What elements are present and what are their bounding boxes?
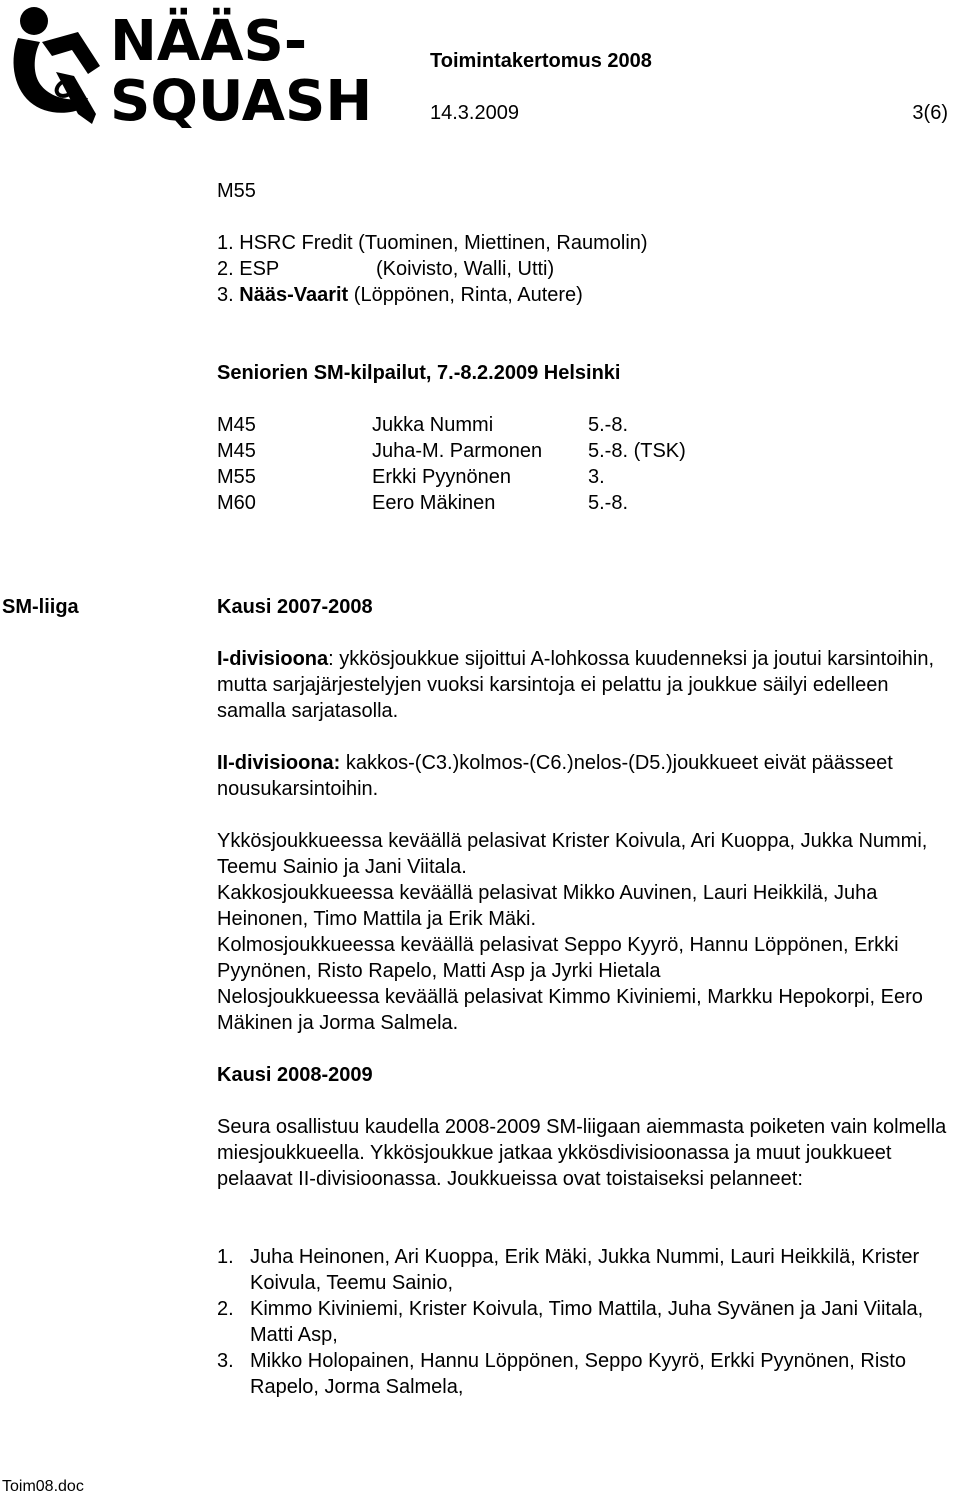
- m55-item-2: [217, 256, 279, 282]
- item-number: 3.: [217, 284, 234, 306]
- team-lineup-3: Kolmosjoukkueessa keväällä pelasivat Seppo Kyyrö, Hannu Löppönen, Erkki Pyynönen, Risto Rapelo, Matti Asp ja Jyrki Hietala: [217, 934, 899, 982]
- result-name: Erkki Pyynönen: [372, 466, 511, 488]
- logo-text-line2: SQUASH: [110, 69, 373, 134]
- team-members: (Koivisto, Walli, Utti): [376, 258, 555, 280]
- page-number: 3(6): [912, 102, 948, 124]
- list-number: 3.: [217, 1350, 234, 1372]
- result-name: Juha-M. Parmonen: [372, 440, 543, 462]
- team-members: (Tuominen, Miettinen, Raumolin): [358, 232, 648, 254]
- result-placement: 5.-8. (TSK): [588, 440, 686, 462]
- document-date: 14.3.2009: [430, 102, 519, 124]
- team-lineup-4: Nelosjoukkueessa keväällä pelasivat Kimmo Kiviniemi, Markku Hepokorpi, Eero Mäkinen ja Jorma Salmela.: [217, 986, 923, 1034]
- senior-sm-heading: Seniorien SM-kilpailut, 7.-8.2.2009 Helsinki: [217, 362, 621, 384]
- team-lineup-1: Ykkösjoukkueessa keväällä pelasivat Krister Koivula, Ari Kuoppa, Jukka Nummi, Teemu Sainio ja Jani Viitala.: [217, 830, 928, 878]
- naas-squash-logo: [4, 2, 373, 134]
- div1-paragraph: [217, 646, 957, 724]
- result-class: M45: [217, 414, 256, 436]
- list-number: 2.: [217, 1298, 234, 1320]
- div2-paragraph: [217, 750, 957, 802]
- season-2008-heading: Kausi 2008-2009: [217, 1064, 373, 1086]
- team-lineup-2: Kakkosjoukkueessa keväällä pelasivat Mikko Auvinen, Lauri Heikkilä, Juha Heinonen, Timo Mattila ja Erik Mäki.: [217, 882, 878, 930]
- sm-liiga-side-label: SM-liiga: [2, 596, 79, 618]
- result-placement: 3.: [588, 466, 605, 488]
- result-class: M60: [217, 492, 256, 514]
- footer-filename: Toim08.doc: [2, 1478, 84, 1495]
- season-2008-intro: Seura osallistuu kaudella 2008-2009 SM-liigaan aiemmasta poiketen vain kolmella miesjoukkueella. Ykkösjoukkue jatkaa ykkösdivisioonassa ja muut joukkueet pelaavat II-divisioonassa. Joukkueissa ovat toistaiseksi pelanneet:: [217, 1116, 947, 1190]
- result-name: Jukka Nummi: [372, 414, 494, 436]
- logo-graphic: [4, 2, 373, 134]
- logo-text-line1: NÄÄS-: [110, 9, 308, 74]
- m55-item-3: [217, 282, 583, 308]
- div2-text: kakkos-(C3.)kolmos-(C6.)nelos-(D5.)joukkueet eivät päässeet nousukarsintoihin.: [217, 752, 893, 800]
- list-item-text: Kimmo Kiviniemi, Krister Koivula, Timo Mattila, Juha Syvänen ja Jani Viitala, Matti Asp,: [250, 1298, 924, 1346]
- result-placement: 5.-8.: [588, 414, 629, 436]
- result-placement: 5.-8.: [588, 492, 629, 514]
- result-class: M55: [217, 466, 256, 488]
- div2-label: II-divisioona:: [217, 752, 341, 774]
- result-class: M45: [217, 440, 256, 462]
- team-name: ESP: [239, 258, 280, 280]
- team-members: (Löppönen, Rinta, Autere): [353, 284, 583, 306]
- div1-text: : ykkösjoukkue sijoittui A-lohkossa kuudenneksi ja joutui karsintoihin, mutta sarjajärjestelyjen vuoksi karsintoja ei pelattu ja joukkue säilyi edelleen samalla sarjatasolla.: [217, 648, 935, 722]
- team-lineups: [217, 828, 957, 1036]
- list-item-text: Juha Heinonen, Ari Kuoppa, Erik Mäki, Jukka Nummi, Lauri Heikkilä, Krister Koivula, Teemu Sainio,: [250, 1246, 920, 1294]
- m55-item-1: [217, 230, 648, 256]
- team-name: Nääs-Vaarit: [239, 284, 349, 306]
- item-number: 1.: [217, 232, 234, 254]
- item-number: 2.: [217, 258, 234, 280]
- list-number: 1.: [217, 1246, 234, 1268]
- team-name: HSRC Fredit: [239, 232, 353, 254]
- m55-heading: M55: [217, 180, 256, 202]
- list-item-text: Mikko Holopainen, Hannu Löppönen, Seppo Kyyrö, Erkki Pyynönen, Risto Rapelo, Jorma Salmela,: [250, 1350, 906, 1398]
- result-name: Eero Mäkinen: [372, 492, 496, 514]
- season-2007-heading: Kausi 2007-2008: [217, 596, 373, 618]
- div1-label: I-divisioona: [217, 648, 329, 670]
- document-title: Toimintakertomus 2008: [430, 50, 652, 72]
